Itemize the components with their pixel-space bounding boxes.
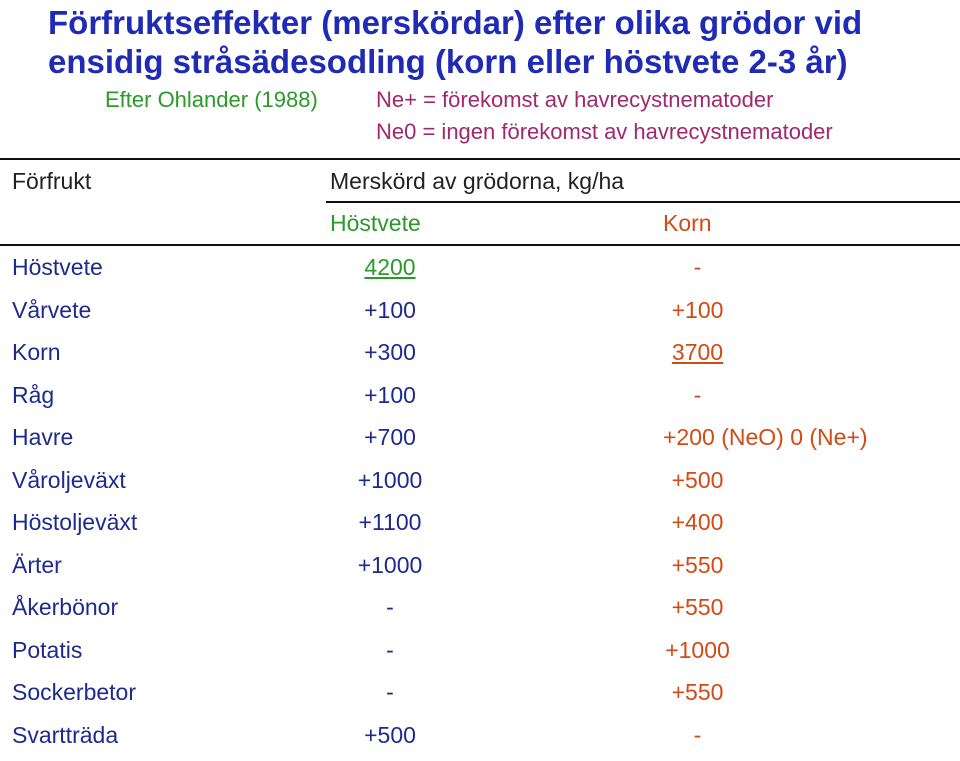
table-row xyxy=(0,296,960,336)
table-top-rule xyxy=(0,158,960,160)
header-bottom-rule xyxy=(0,244,960,246)
cell-korn: +400 xyxy=(671,509,724,535)
legend-ne-zero: Ne0 = ingen förekomst av havrecystnematoder xyxy=(376,119,833,144)
header-hostvete: Höstvete xyxy=(330,210,421,236)
legend-ne-plus: Ne+ = förekomst av havrecystnematoder xyxy=(376,87,774,112)
cell-hostvete: - xyxy=(386,679,394,705)
cell-hostvete: +100 xyxy=(364,381,416,408)
cell-korn: - xyxy=(693,254,702,280)
header-forfrukt: Förfrukt xyxy=(12,168,92,194)
cell-hostvete: +1100 xyxy=(358,509,422,535)
table-row xyxy=(0,721,960,761)
cell-forfrukt: Råg xyxy=(12,381,55,408)
title-line-1: Förfruktseffekter (merskördar) efter olika grödor vid xyxy=(48,4,863,41)
cell-forfrukt: Svartträda xyxy=(12,721,119,748)
cell-korn: +1000 xyxy=(665,636,730,663)
table-row xyxy=(0,423,960,463)
cell-hostvete: - xyxy=(386,594,394,620)
table-row xyxy=(0,678,960,718)
cell-hostvete: 4200 xyxy=(364,254,416,280)
cell-forfrukt: Potatis xyxy=(12,636,83,663)
cell-korn: +100 xyxy=(671,296,724,323)
title-line-2: ensidig stråsädesodling (korn eller höstvete 2-3 år) xyxy=(48,43,848,80)
cell-korn: - xyxy=(693,721,702,748)
cell-forfrukt: Höstoljeväxt xyxy=(12,509,138,535)
header-korn: Korn xyxy=(663,210,712,236)
cell-korn: 3700 xyxy=(671,339,724,365)
table-row xyxy=(0,508,960,548)
table-row xyxy=(0,593,960,633)
cell-hostvete: +1000 xyxy=(357,466,423,493)
cell-hostvete: +1000 xyxy=(357,551,423,578)
cell-korn: +200 (NeO) 0 (Ne+) xyxy=(663,424,868,450)
table-row xyxy=(0,466,960,506)
cell-korn: - xyxy=(693,381,702,408)
cell-hostvete: +300 xyxy=(364,339,416,365)
cell-korn: +550 xyxy=(671,594,724,620)
cell-hostvete: +700 xyxy=(364,424,416,450)
cell-korn: +550 xyxy=(671,679,724,705)
table-row xyxy=(0,381,960,421)
cell-forfrukt: Våroljeväxt xyxy=(12,466,126,493)
cell-forfrukt: Ärter xyxy=(12,551,62,578)
cell-hostvete: - xyxy=(386,636,394,663)
cell-forfrukt: Höstvete xyxy=(12,254,103,280)
cell-hostvete: +500 xyxy=(364,721,416,748)
cell-korn: +500 xyxy=(671,466,724,493)
table-row xyxy=(0,338,960,378)
cell-forfrukt: Havre xyxy=(12,424,74,450)
cell-forfrukt: Åkerbönor xyxy=(12,594,119,620)
source-citation: Efter Ohlander (1988) xyxy=(105,87,318,112)
cell-korn: +550 xyxy=(671,551,724,578)
header-merskord: Merskörd av grödorna, kg/ha xyxy=(330,168,625,194)
cell-forfrukt: Sockerbetor xyxy=(12,679,137,705)
table-row xyxy=(0,253,960,293)
cell-forfrukt: Vårvete xyxy=(12,296,92,323)
cell-hostvete: +100 xyxy=(364,296,416,323)
header-subrule xyxy=(326,201,960,203)
cell-forfrukt: Korn xyxy=(12,339,61,365)
table-row xyxy=(0,551,960,591)
table-row xyxy=(0,636,960,676)
